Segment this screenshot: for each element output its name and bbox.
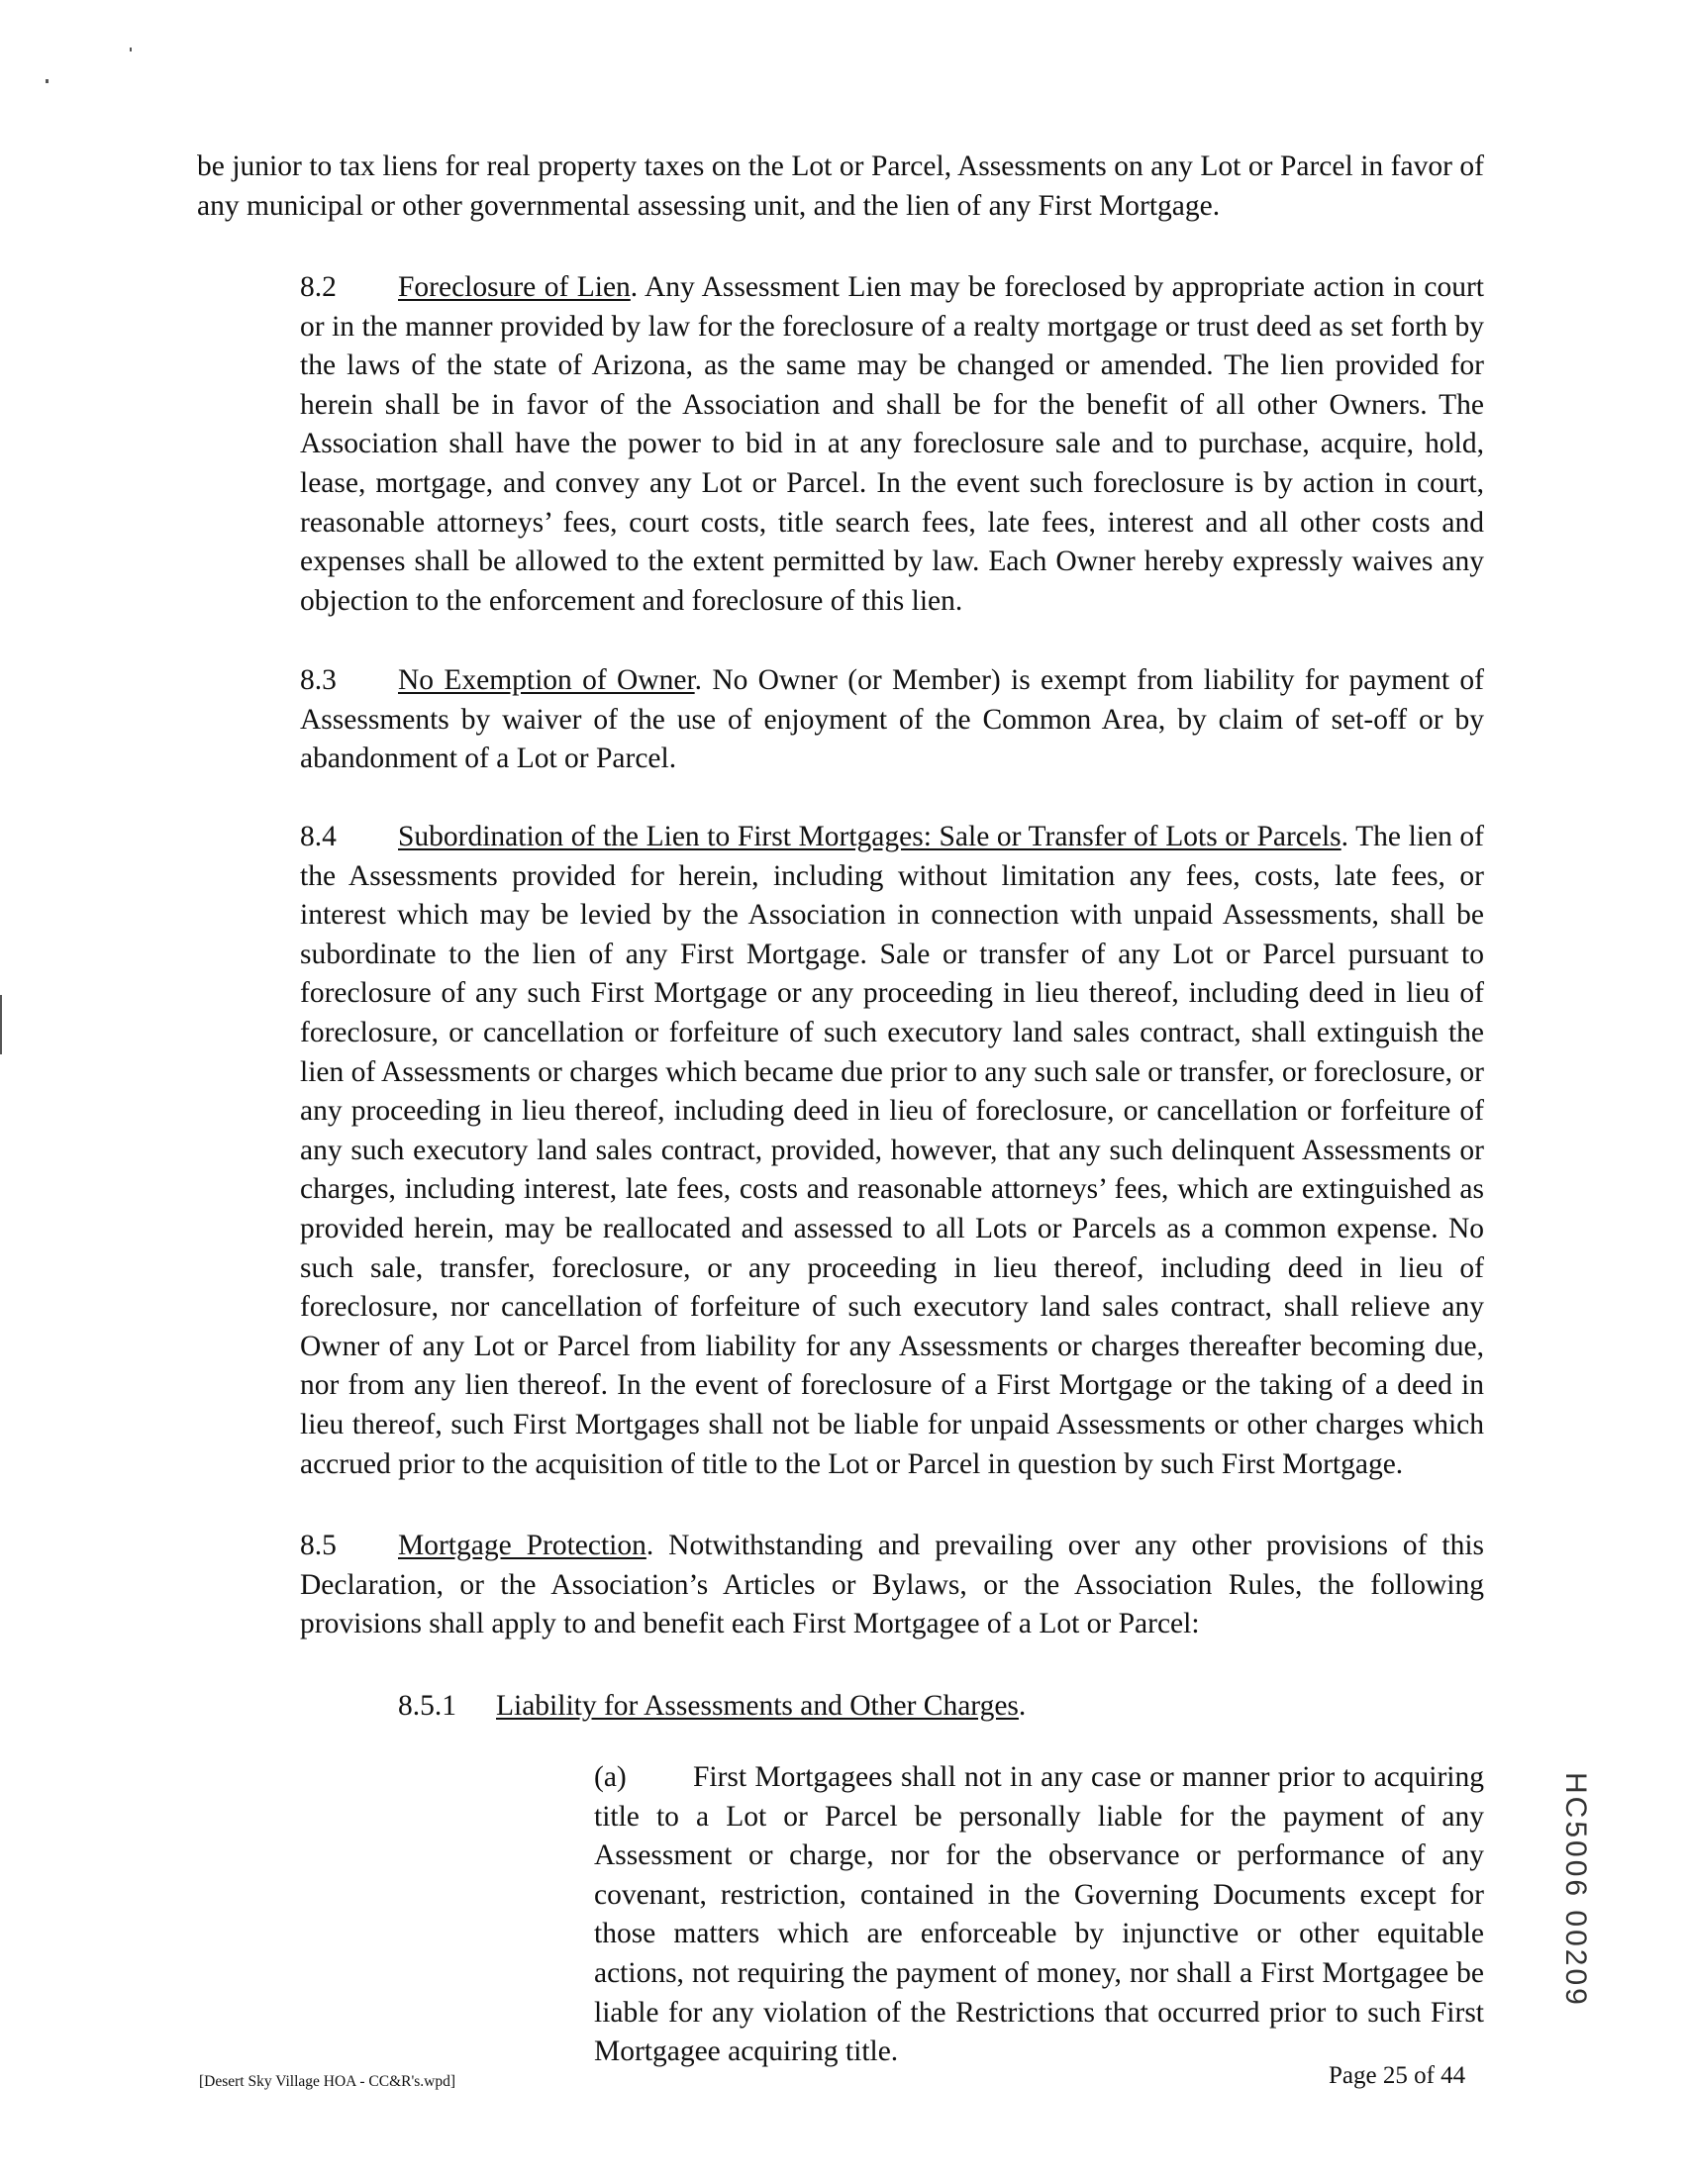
section-8-4 [197,818,1484,1484]
section-number: 8.4 [300,821,337,852]
section-text: . No Owner (or Member) is exempt from liability for payment of Assessments by waiver of the use of enjoyment of the Common Area, by claim of set-off or by abandonment of a Lot or Parcel. [300,664,1484,775]
paragraph-label: (a) [594,1761,627,1793]
footer-filename: [Desert Sky Village HOA - CC&R's.wpd] [199,2073,456,2090]
scan-edge-mark [0,995,2,1054]
section-heading: No Exemption of Owner [398,664,695,696]
section-heading: Mortgage Protection [398,1530,646,1561]
section-heading: Foreclosure of Lien [398,271,631,303]
section-number: 8.5 [300,1530,337,1561]
scan-mark [130,48,132,51]
intro-text: be junior to tax liens for real property taxes on the Lot or Parcel, Assessments on any Lot or Parcel in favor of any municipal or other governmental assessing unit, and the lien of any First Mortgage. [197,150,1484,222]
subsection-heading: Liability for Assessments and Other Charges [496,1690,1019,1722]
section-8-3 [197,661,1484,779]
section-8-5-1 [398,1687,1026,1727]
paragraph-text: First Mortgagees shall not in any case or manner prior to acquiring title to a Lot or Parcel be personally liable for the payment of any Assessment or charge, nor for the observance or performance of any covenant, restriction, contained in the Governing Documents except for those matters which are enforceable by injunctive or other equitable actions, not requiring the payment of money, nor shall a First Mortgagee be liable for any violation of the Restrictions that occurred prior to such First Mortgagee acquiring title. [594,1761,1484,2068]
section-number: 8.3 [300,664,337,696]
footer-page-number: Page 25 of 44 [1329,2062,1466,2089]
section-8-2 [197,268,1484,621]
bates-stamp: HC5006 00209 [1559,1772,1592,2008]
subsection-number: 8.5.1 [398,1690,456,1722]
section-number: 8.2 [300,271,337,303]
scan-mark [46,79,49,83]
paragraph-a [197,1758,1484,2072]
section-text: . Any Assessment Lien may be foreclosed by appropriate action in court or in the manner provided by law for the foreclosure of a realty mortgage or trust deed as set forth by the laws of the state of Arizona, as the same may be changed or amended. The lien provided for herein shall be in favor of the Association and shall be for the benefit of all other Owners. The Association shall have the power to bid in at any foreclosure sale and to purchase, acquire, hold, lease, mortgage, and convey any Lot or Parcel. In the event such foreclosure is by action in court, reasonable attorneys’ fees, court costs, title search fees, late fees, interest and all other costs and expenses shall be allowed to the extent permitted by law. Each Owner hereby expressly waives any objection to the enforcement and foreclosure of this lien. [300,271,1484,617]
section-text: . Notwithstanding and prevailing over any other provisions of this Declaration, or the Association’s Articles or Bylaws, or the Association Rules, the following provisions shall apply to and benefit each First Mortgagee of a Lot or Parcel: [300,1530,1484,1640]
subsection-tail: . [1018,1690,1027,1722]
section-8-5 [197,1527,1484,1644]
intro-paragraph [197,148,1484,226]
section-heading: Subordination of the Lien to First Mortgages: Sale or Transfer of Lots or Parcels [398,821,1341,852]
section-text: . The lien of the Assessments provided for herein, including without limitation any fees, costs, late fees, or interest which may be levied by the Association in connection with unpaid Assessments, shall be subordinate to the lien of any First Mortgage. Sale or transfer of any Lot or Parcel pursuant to foreclosure of any such First Mortgage or any proceeding in lieu thereof, including deed in lieu of foreclosure, or cancellation or forfeiture of such executory land sales contract, shall extinguish the lien of Assessments or charges which became due prior to any such sale or transfer, or foreclosure, or any proceeding in lieu thereof, including deed in lieu of foreclosure, or cancellation or forfeiture of any such executory land sales contract, provided, however, that any such delinquent Assessments or charges, including interest, late fees, costs and reasonable attorneys’ fees, which are extinguished as provided herein, may be reallocated and assessed to all Lots or Parcels as a common expense. No such sale, transfer, foreclosure, or any proceeding in lieu thereof, including deed in lieu of foreclosure, nor cancellation of forfeiture of such executory land sales contract, shall relieve any Owner of any Lot or Parcel from liability for any Assessments or charges thereafter becoming due, nor from any lien thereof. In the event of foreclosure of a First Mortgage or the taking of a deed in lieu thereof, such First Mortgages shall not be liable for unpaid Assessments or other charges which accrued prior to the acquisition of title to the Lot or Parcel in question by such First Mortgage. [300,821,1484,1480]
